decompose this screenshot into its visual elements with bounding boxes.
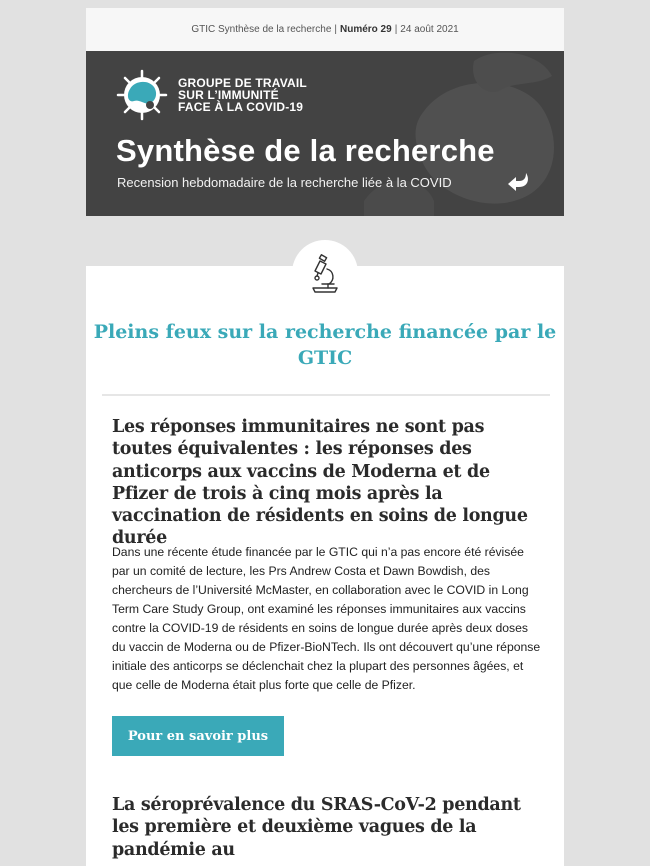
divider [102, 394, 550, 396]
issue-number: Numéro 29 [340, 24, 392, 35]
issue-bar [86, 8, 564, 51]
separator: | [334, 24, 337, 35]
microscope-icon [308, 253, 342, 293]
separator: | [394, 24, 398, 35]
article-title: Les réponses immunitaires ne sont pas toutes équivalentes : les réponses des anticorps aux vaccins de Moderna et de Pfizer de trois à cinq mois après la vaccination de résidents en soins de longue durée [112, 417, 528, 549]
org-name [178, 77, 307, 113]
virus-logo-icon [114, 67, 170, 123]
org-name-line: SUR L’IMMUNITÉ [178, 88, 279, 102]
newsletter-header [86, 8, 564, 216]
section-icon-badge [292, 240, 358, 306]
publication-name: GTIC Synthèse de la recherche [191, 24, 332, 35]
read-more-button[interactable]: Pour en savoir plus [112, 716, 284, 756]
return-arrow-icon [506, 171, 532, 193]
org-logo [114, 67, 307, 123]
issue-date: 24 août 2021 [400, 24, 459, 35]
newsletter-subtitle: Recension hebdomadaire de la recherche liée à la COVID [117, 175, 452, 190]
org-name-line: FACE À LA COVID-19 [178, 100, 304, 114]
banner [86, 51, 564, 216]
article-title: La séroprévalence du SRAS-CoV-2 pendant les première et deuxième vagues de la pandémie au [112, 795, 521, 860]
content-card [86, 266, 564, 866]
section-title: Pleins feux sur la recherche financée par le GTIC [93, 321, 557, 369]
org-name-line: GROUPE DE TRAVAIL [178, 76, 307, 90]
article-body: Dans une récente étude financée par le GTIC qui n’a pas encore été révisée par un comité de lecture, les Prs Andrew Costa et Dawn Bowdish, des chercheurs de l’Université McMaster, en collaboration avec le COVID in Long Term Care Study Group, ont examiné les réponses immunitaires aux vaccins contre la COVID-19 de résidents en soins de longue durée après deux doses du vaccin de Moderna ou de Pfizer-BioNTech. Ils ont découvert qu’une réponse initiale des anticorps se déclenchait chez la plupart des personnes âgées, et que celle de Moderna était plus forte que celle de Pfizer. [112, 545, 541, 692]
newsletter-title: Synthèse de la recherche [116, 133, 495, 168]
